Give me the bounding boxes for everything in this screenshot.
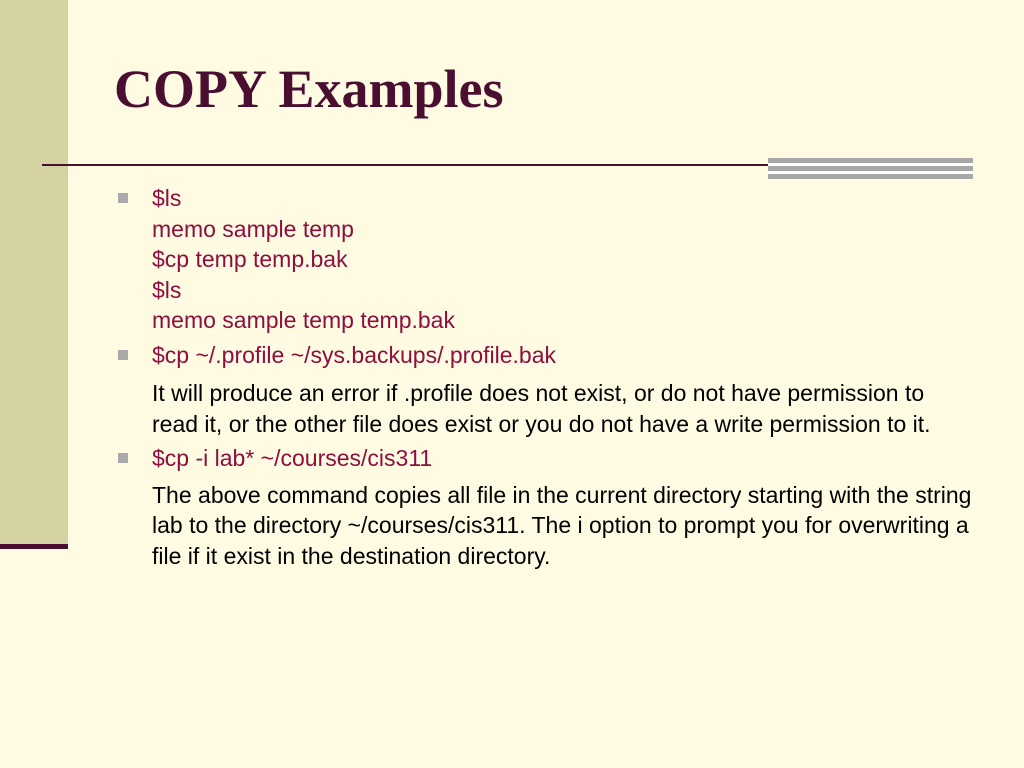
divider-accent-block	[768, 158, 973, 179]
command-line: $cp temp temp.bak	[152, 246, 348, 272]
bullet-item-profile-copy	[114, 340, 974, 440]
slide-body	[114, 183, 974, 571]
square-bullet-icon	[118, 350, 128, 360]
command-line: $ls	[152, 185, 182, 211]
side-band-accent-line	[0, 544, 68, 549]
bullet-item-ls-example	[114, 183, 974, 336]
command-line: memo sample temp	[152, 215, 354, 242]
explanation-text: The above command copies all file in the current directory starting with the string lab to the directory ~/courses/cis311. The i option to prompt you for overwriting a file if it exist in the destination directory.	[152, 481, 972, 569]
slide-title: COPY Examples	[114, 59, 504, 119]
bullet-item-interactive-copy	[114, 443, 974, 571]
command-line: $cp ~/.profile ~/sys.backups/.profile.bak	[152, 341, 556, 368]
command-line: $ls	[152, 276, 182, 303]
command-line: $cp -i lab* ~/courses/cis311	[152, 445, 433, 471]
explanation-text: It will produce an error if .profile does not exist, or do not have permission to read it, or the other file does exist or you do not have a write permission to it.	[152, 380, 931, 437]
side-decoration-band	[0, 0, 68, 548]
square-bullet-icon	[118, 453, 128, 463]
square-bullet-icon	[118, 193, 128, 203]
command-line: memo sample temp temp.bak	[152, 307, 455, 333]
